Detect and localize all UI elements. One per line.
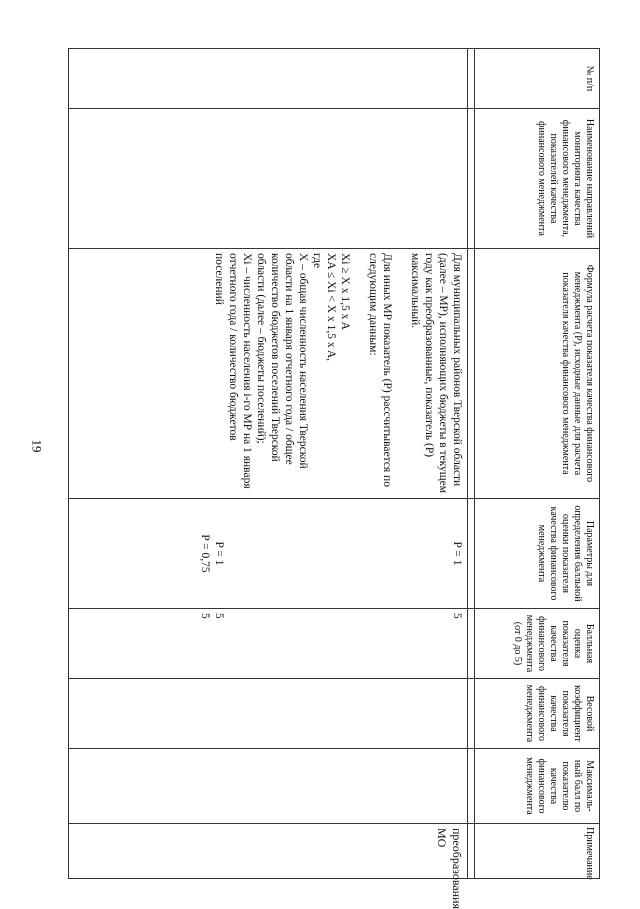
header-note: Примечание xyxy=(475,824,600,879)
cell-formula xyxy=(69,249,468,499)
formula-line: Для иных МР показатель (Р) рассчитывается по следующим данным: xyxy=(367,253,393,487)
formula-line: Xi – численность населения i-го МР на 1 января отчетного года / количество бюджетов поселений xyxy=(213,253,253,489)
header-formula: Формула расчета показателя качества финансового менеджмента (Р), исходные данные для расчета показателя качества финансового менеджмента xyxy=(475,249,600,499)
param-value: P = 0,75 xyxy=(199,534,211,573)
cell-weight xyxy=(69,679,468,749)
header-weight: Весовой коэффициент показателя качества финансового менеджмента xyxy=(475,679,600,749)
cell-direction xyxy=(69,109,468,249)
formula-line: XA ≤ Xi < X x 1,5 x A, xyxy=(325,253,337,361)
cell-score xyxy=(69,609,468,679)
header-score: Балльная оценка показателя качества финансового менеджмента (от 0 до 5) xyxy=(475,609,600,679)
table-row xyxy=(69,49,468,879)
score-value: 5 xyxy=(213,613,225,619)
header-num: № п/п xyxy=(475,49,600,109)
cell-params xyxy=(69,499,468,609)
score-value: 5 xyxy=(199,613,211,619)
header-max-score: Максималь-ный балл по показателю качества финансового менеджмента xyxy=(475,749,600,824)
formula-line: Для муниципальных районов Тверской области (далее – МР), исполняющих бюджеты в текущем году как преобразованные, показатель (Р) максимальный. xyxy=(409,253,463,494)
formula-line: Xi ≥ X x 1,5 x A xyxy=(339,253,351,330)
header-direction: Наименование направлений мониторинга качества финансового менеджмента, показателей качества финансового менеджмента xyxy=(475,109,600,249)
score-value: 5 xyxy=(451,613,463,619)
cell-note: преобразования МО xyxy=(69,824,468,879)
param-value: P = 1 xyxy=(451,541,463,566)
criteria-table xyxy=(68,48,600,909)
formula-line: где xyxy=(311,253,323,269)
table-spacer-row xyxy=(468,49,475,879)
table-header-row xyxy=(475,49,600,879)
page-number: 19 xyxy=(29,439,45,453)
cell-num xyxy=(69,49,468,109)
header-params: Параметры для определения балльной оценки показателя качества финансового менеджмента xyxy=(475,499,600,609)
formula-line: X – общая численность населения Тверской области на 1 января отчетного года / общее количество бюджетов поселений Тверской области (далее – бюджеты поселений); xyxy=(255,253,309,469)
cell-max-score xyxy=(69,749,468,824)
param-value: P = 1 xyxy=(213,541,225,566)
